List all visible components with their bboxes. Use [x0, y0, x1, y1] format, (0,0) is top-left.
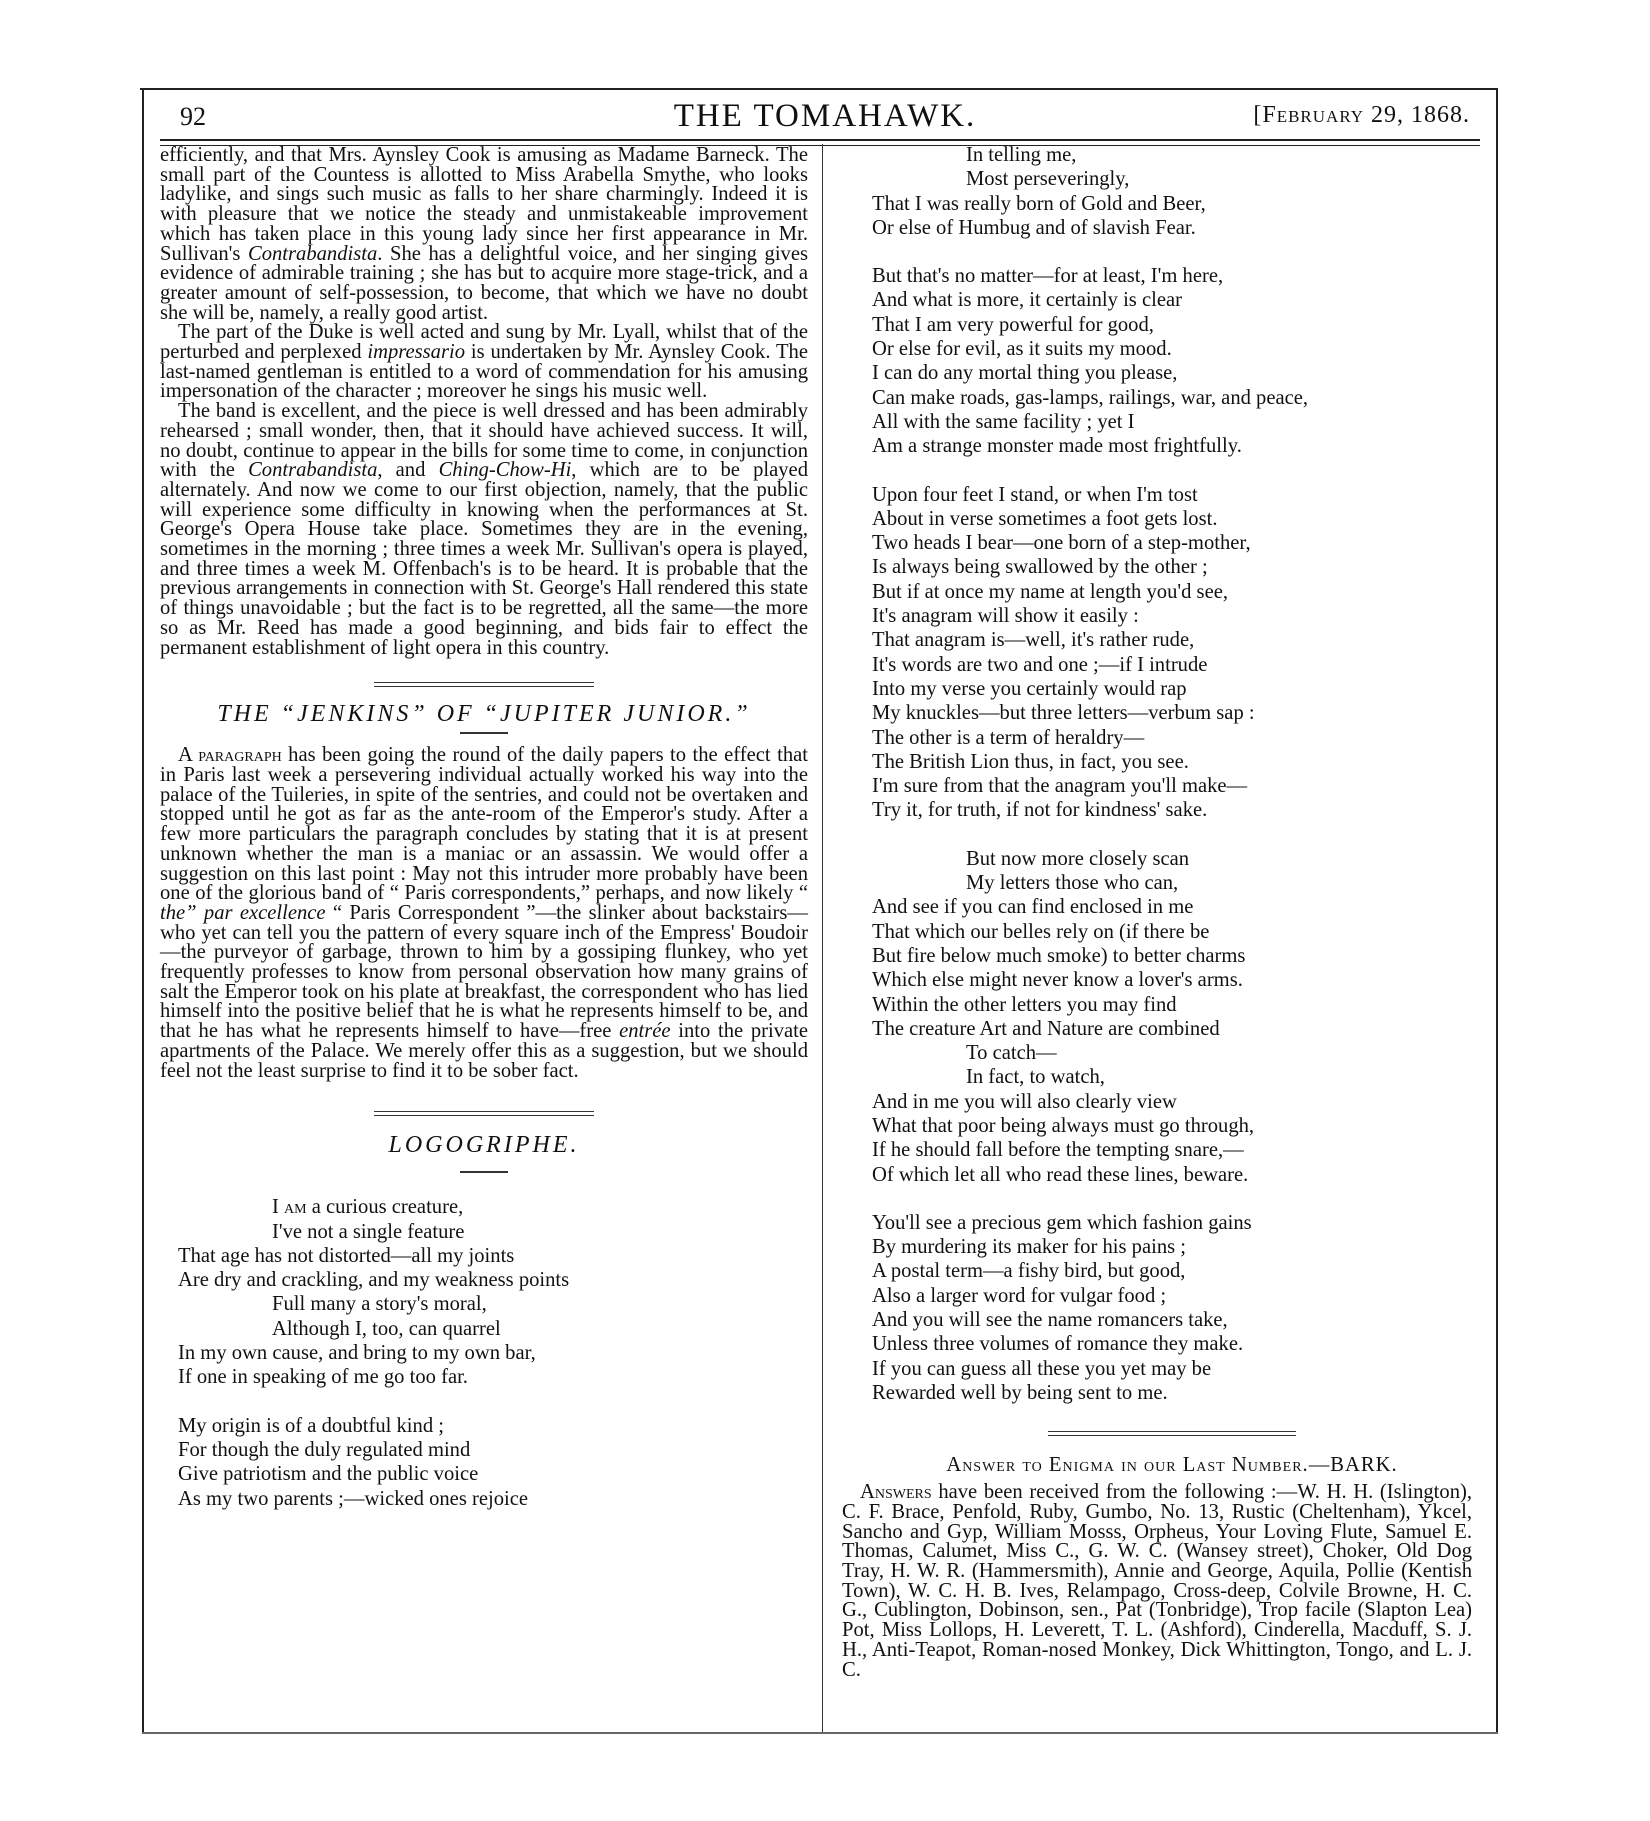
answers-paragraph: Answers have been received from the following :—W. H. H. (Islington), C. F. Brace, Penfold, Ruby, Gumbo, No. 13, Rustic (Cheltenham), Ykcel, Sancho and Gyp, William Mosss, Orpheus, Your Loving Flute, Samuel E. Thomas, Calumet, Miss C., G. W. C. (Wansey street), Choker, Old Dog Tray, H. W. R. (Hammersmith), Annie and George, Aquila, Pollie (Kentish Town), W. C. H. B. Ives, Relampago, Cross-deep, Colvile Browne, H. C. G., Cublington, Dobinson, sen., Pat (Tonbridge), Trop facile (Slapton Lea) Pot, Miss Lollops, H. Leverett, T. L. (Ashford), Cinderella, Macduff, S. J. H., Anti-Teapot, Roman-nosed Monkey, Dick Whittington, Tongo, and L. J. C.	[842, 1481, 1472, 1681]
left-column	[160, 146, 808, 1511]
poem-line: Unless three volumes of romance they make.	[872, 1333, 1244, 1356]
poem-line: Within the other letters you may find	[872, 993, 1177, 1016]
column-divider	[822, 144, 823, 1732]
logogriphe-heading: LOGOGRIPHE.	[388, 1132, 580, 1159]
poem-line: A postal term—a fishy bird, but good,	[872, 1260, 1186, 1283]
stanza-gap	[178, 1390, 808, 1414]
poem-line: I'm sure from that the anagram you'll make—	[872, 775, 1248, 798]
poem-line: I've not a single feature	[272, 1220, 465, 1243]
poem-line: The creature Art and Nature are combined	[872, 1017, 1220, 1040]
poem-line: And in me you will also clearly view	[872, 1090, 1177, 1113]
poem-line: Which else might never know a lover's arms.	[872, 969, 1243, 992]
jenkins-heading: THE “JENKINS” OF “JUPITER JUNIOR.”	[217, 701, 751, 728]
stanza-gap	[872, 823, 1472, 847]
poem-line: What that poor being always must go through,	[872, 1114, 1255, 1137]
poem-line: That I am very powerful for good,	[872, 313, 1154, 336]
poem-line: But now more closely scan	[966, 847, 1190, 870]
right-column	[842, 143, 1472, 1681]
poem-line: Rewarded well by being sent to me.	[872, 1381, 1168, 1404]
poem-line: Into my verse you certainly would rap	[872, 677, 1187, 700]
poem-line: Or else for evil, as it suits my mood.	[872, 338, 1172, 361]
poem-line: All with the same facility ; yet I	[872, 410, 1135, 433]
poem-line: Try it, for truth, if not for kindness' sake.	[872, 799, 1208, 822]
frame-top-rule	[140, 88, 1498, 90]
poem-line: In telling me,	[966, 144, 1077, 166]
poem-line: Can make roads, gas-lamps, railings, war, and peace,	[872, 386, 1309, 409]
review-paragraph-3: The band is excellent, and the piece is well dressed and has been admirably rehearsed ; small wonder, then, that it should have achieved success. It will, no doubt, continue to appear in the bills for some time to come, in conjunction with the Contrabandista, and Ching-Chow-Hi, which are to be played alternately. And now we come to our first objection, namely, that the public will experience some difficulty in knowing when the performances at St. George's Opera House take place. Sometimes they are in the evening, sometimes in the morning ; three times a week Mr. Sullivan's opera is played, and three times a week M. Offenbach's is to be heard. It is probable that the previous arrangements in connection with St. George's Hall rendered this state of things unavoidable ; but the fact is to be regretted, all the same—the more so as Mr. Reed has made a good beginning, and bids fair to effect the permanent establishment of light opera in this country.	[160, 400, 808, 659]
poem-line: Also a larger word for vulgar food ;	[872, 1284, 1167, 1307]
frame-bottom-rule	[142, 1732, 1498, 1734]
poem-line: Full many a story's moral,	[272, 1293, 487, 1316]
poem-line: In fact, to watch,	[966, 1066, 1105, 1089]
stanza-gap	[872, 459, 1472, 483]
poem-line: The British Lion thus, in fact, you see.	[872, 750, 1189, 773]
poem-line: My origin is of a doubtful kind ;	[178, 1414, 444, 1437]
poem-line: That anagram is—well, it's rather rude,	[872, 629, 1195, 652]
logogriphe-poem-right	[872, 143, 1472, 1405]
stanza-gap	[872, 240, 1472, 264]
page-header	[180, 98, 1470, 138]
poem-line: My letters those who can,	[966, 872, 1179, 895]
poem-line: By murdering its maker for his pains ;	[872, 1236, 1187, 1259]
poem-line: That age has not distorted—all my joints	[178, 1244, 515, 1267]
poem-line: Of which let all who read these lines, beware.	[872, 1163, 1249, 1186]
answer-heading: Answer to Enigma in our Last Number.—BARK.	[946, 1454, 1398, 1477]
poem-line: Although I, too, can quarrel	[272, 1317, 501, 1340]
poem-line: Give patriotism and the public voice	[178, 1463, 479, 1486]
poem-line: My knuckles—but three letters—verbum sap :	[872, 702, 1255, 725]
stanza-gap	[872, 1187, 1472, 1211]
poem-line: But fire below much smoke) to better charms	[872, 944, 1246, 967]
poem-line: And you will see the name romancers take,	[872, 1309, 1228, 1332]
poem-line: That I was really born of Gold and Beer,	[872, 192, 1206, 215]
poem-line: I am a curious creature,	[272, 1196, 464, 1219]
review-paragraph-2: The part of the Duke is well acted and sung by Mr. Lyall, whilst that of the perturbed and perplexed impressario is undertaken by Mr. Aynsley Cook. The last-named gentleman is entitled to a word of commendation for his amusing impersonation of the character ; moreover he sings his music well.	[160, 321, 808, 403]
poem-line: Two heads I bear—one born of a step-mother,	[872, 532, 1251, 555]
poem-line: It's anagram will show it easily :	[872, 605, 1139, 628]
logogriphe-poem-left	[160, 1195, 808, 1511]
poem-line: Are dry and crackling, and my weakness points	[178, 1269, 570, 1292]
poem-line: It's words are two and one ;—if I intrude	[872, 653, 1208, 676]
poem-line: And see if you can find enclosed in me	[872, 896, 1194, 919]
poem-line: Upon four feet I stand, or when I'm tost	[872, 483, 1198, 506]
jenkins-paragraph: A paragraph has been going the round of the daily papers to the effect that in Paris last week a persevering individual actually worked his way into the palace of the Tuileries, in spite of the sentries, and could not be overtaken and stopped until he got as far as the ante-room of the Emperor's study. After a few more particulars the paragraph concludes by stating that it is at present unknown whether the man is a maniac or an assassin. We would offer a suggestion on this last point : May not this intruder more probably have been one of the glorious band of “ Paris correspondents,” perhaps, and now likely “ the” par excellence “ Paris Correspondent ”—the slinker about backstairs—who yet can tell you the pattern of every square inch of the Empress' Boudoir—the purveyor of garbage, thrown to him by a gossiping flunkey, who yet frequently professes to know from personal observation how many grains of salt the Emperor took on his plate at breakfast, the correspondent who has lied himself into the positive belief that he is what he represents himself to be, and that he has what he represents himself to have—free entrée into the private apartments of the Palace. We merely offer this as a suggestion, but we should feel not the least surprise to find it to be sober fact.	[160, 744, 808, 1082]
poem-line: If you can guess all these you yet may be	[872, 1357, 1212, 1380]
issue-date: [February 29, 1868.	[1253, 102, 1470, 128]
poem-line: As my two parents ;—wicked ones rejoice	[178, 1487, 529, 1510]
poem-line: Am a strange monster made most frightfully.	[872, 435, 1242, 458]
poem-line: To catch—	[966, 1042, 1057, 1065]
poem-line: You'll see a precious gem which fashion gains	[872, 1211, 1252, 1234]
poem-line: I can do any mortal thing you please,	[872, 362, 1178, 385]
poem-line: But if at once my name at length you'd see,	[872, 580, 1228, 603]
poem-line: That which our belles rely on (if there be	[872, 920, 1210, 943]
frame-right-rule	[1496, 88, 1498, 1733]
poem-line: But that's no matter—for at least, I'm here,	[872, 265, 1224, 288]
page-number: 92	[180, 102, 206, 131]
poem-line: If one in speaking of me go too far.	[178, 1366, 468, 1389]
frame-left-rule	[142, 88, 144, 1733]
poem-line: The other is a term of heraldry—	[872, 726, 1145, 749]
poem-line: About in verse sometimes a foot gets lost.	[872, 507, 1218, 530]
poem-line: Is always being swallowed by the other ;	[872, 556, 1208, 579]
poem-line: In my own cause, and bring to my own bar,	[178, 1342, 536, 1365]
poem-line: If he should fall before the tempting snare,—	[872, 1139, 1244, 1162]
masthead-title: THE TOMAHAWK.	[673, 98, 977, 134]
poem-line: Or else of Humbug and of slavish Fear.	[872, 216, 1196, 239]
review-paragraph-1: efficiently, and that Mrs. Aynsley Cook is amusing as Madame Barneck. The small part of the Countess is allotted to Miss Arabella Smythe, who looks ladylike, and sings such music as falls to her share charmingly. Indeed it is with pleasure that we notice the steady and unmistakeable improvement which has taken place in this young lady since her first appearance in Mr. Sullivan's Contrabandista. She has a delightful voice, and her singing gives evidence of admirable training ; she has but to acquire more stage-trick, and a greater amount of self-possession, to become, that which we have no doubt she will be, namely, a really good artist.	[160, 144, 808, 324]
poem-line: For though the duly regulated mind	[178, 1438, 471, 1461]
poem-line: Most perseveringly,	[966, 168, 1130, 191]
poem-line: And what is more, it certainly is clear	[872, 289, 1182, 312]
